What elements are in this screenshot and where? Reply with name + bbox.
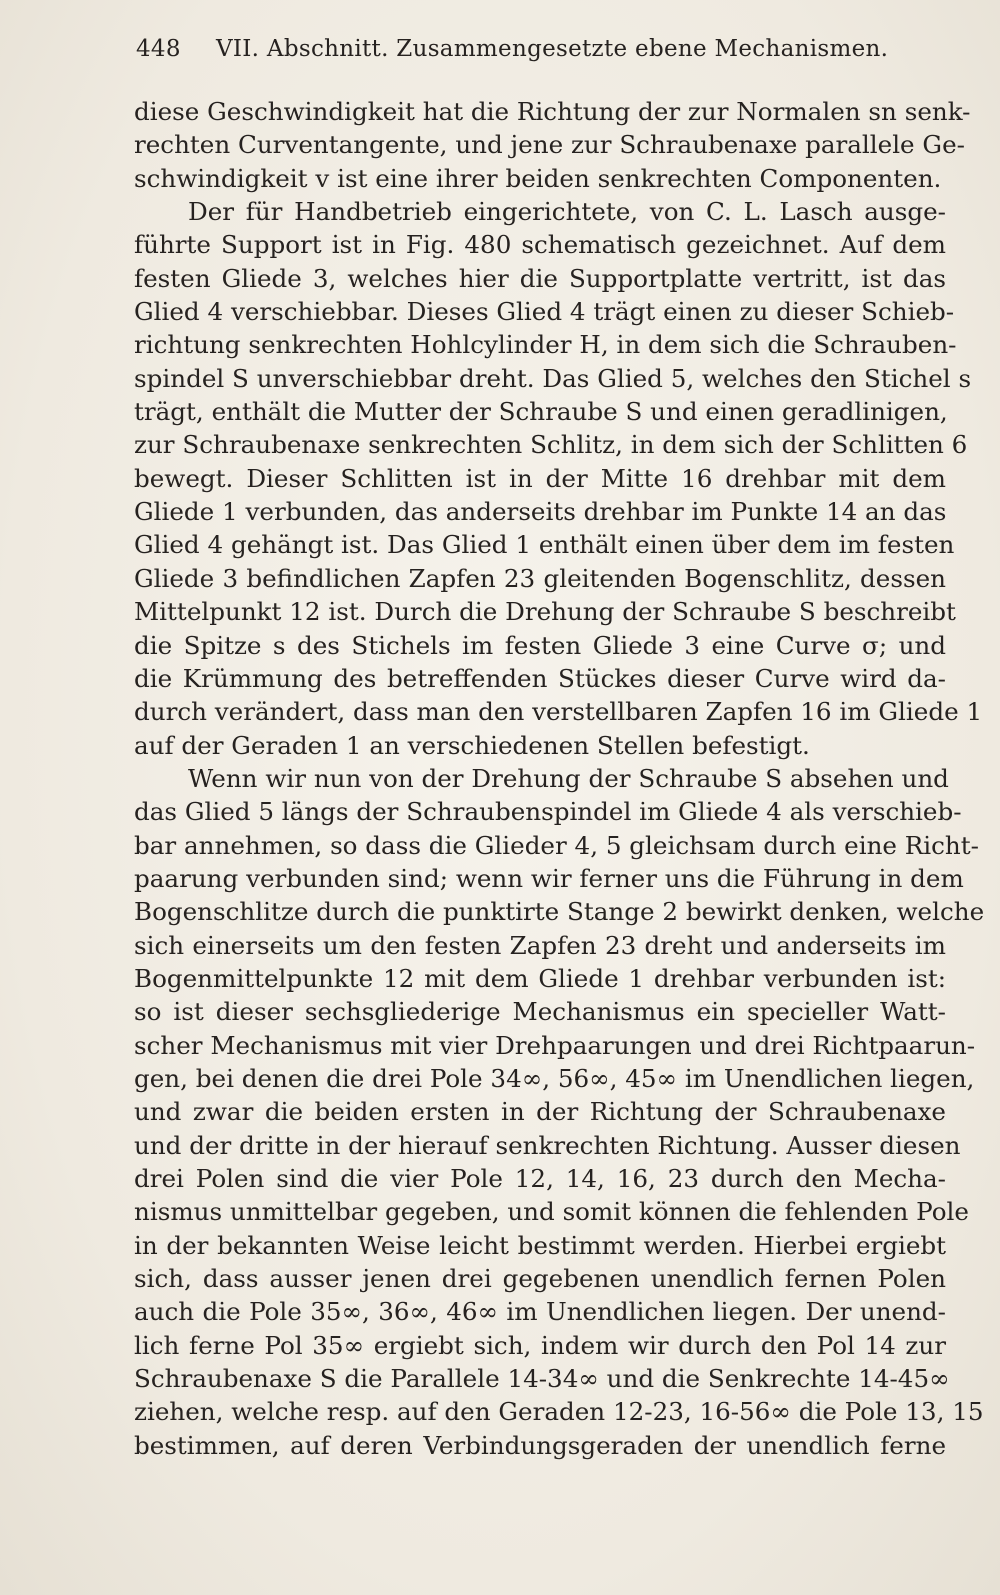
text-line: durch verändert, dass man den verstellbaren Zapfen 16 im Gliede 1 [134, 697, 983, 727]
text-line: so ist dieser sechsgliederige Mechanismus ein specieller Watt- [134, 997, 946, 1027]
text-line: Gliede 3 befindlichen Zapfen 23 gleitenden Bogenschlitz, dessen [134, 563, 946, 593]
text-line: Wenn wir nun von der Drehung der Schraube S absehen und [188, 763, 949, 793]
text-line: die Krümmung des betreffenden Stückes dieser Curve wird da- [134, 663, 946, 693]
text-line: sich, dass ausser jenen drei gegebenen unendlich fernen Polen [134, 1264, 946, 1294]
text-line: lich ferne Pol 35∞ ergiebt sich, indem wir durch den Pol 14 zur [134, 1330, 946, 1360]
text-line: spindel S unverschiebbar dreht. Das Glied 5, welches den Stichel s [134, 363, 972, 393]
text-line: trägt, enthält die Mutter der Schraube S und einen geradlinigen, [134, 397, 948, 427]
text-line: zur Schraubenaxe senkrechten Schlitz, in dem sich der Schlitten 6 [134, 430, 968, 460]
text-line: und zwar die beiden ersten in der Richtung der Schraubenaxe [134, 1097, 946, 1127]
text-line: drei Polen sind die vier Pole 12, 14, 16, 23 durch den Mecha- [134, 1164, 946, 1193]
text-line: nismus unmittelbar gegeben, und somit können die fehlenden Pole [134, 1197, 969, 1227]
text-line: das Glied 5 längs der Schraubenspindel im Gliede 4 als verschieb- [134, 797, 962, 827]
text-line: rechten Curventangente, und jene zur Schraubenaxe parallele Ge- [134, 130, 965, 160]
text-line: führte Support ist in Fig. 480 schematisch gezeichnet. Auf dem [134, 230, 946, 260]
text-line: die Spitze s des Stichels im festen Gliede 3 eine Curve σ; und [134, 630, 946, 660]
text-line: bar annehmen, so dass die Glieder 4, 5 gleichsam durch eine Richt- [134, 830, 979, 860]
text-line: Der für Handbetrieb eingerichtete, von C. L. Lasch ausge- [188, 197, 946, 227]
text-line: bewegt. Dieser Schlitten ist in der Mitte 16 drehbar mit dem [134, 463, 946, 493]
page-number: 448 [136, 36, 181, 62]
text-line: richtung senkrechten Hohlcylinder H, in dem sich die Schrauben- [134, 330, 957, 360]
text-line: Gliede 1 verbunden, das anderseits drehbar im Punkte 14 an das [134, 497, 947, 527]
text-line: Schraubenaxe S die Parallele 14-34∞ und die Senkrechte 14-45∞ [134, 1364, 950, 1394]
text-line: Mittelpunkt 12 ist. Durch die Drehung der Schraube S beschreibt [134, 597, 956, 627]
running-head [136, 36, 936, 62]
text-line: sich einerseits um den festen Zapfen 23 dreht und anderseits im [134, 930, 946, 960]
text-line: festen Gliede 3, welches hier die Supportplatte vertritt, ist das [134, 263, 946, 293]
text-line: schwindigkeit v ist eine ihrer beiden senkrechten Componenten. [134, 163, 942, 193]
text-line: auf der Geraden 1 an verschiedenen Stellen befestigt. [134, 730, 810, 760]
text-line: Bogenmittelpunkte 12 mit dem Gliede 1 drehbar verbunden ist: [134, 963, 946, 993]
text-line: und der dritte in der hierauf senkrechten Richtung. Ausser diesen [134, 1130, 961, 1160]
text-line: ziehen, welche resp. auf den Geraden 12-23, 16-56∞ die Pole 13, 15 [134, 1397, 984, 1427]
text-line: paarung verbunden sind; wenn wir ferner uns die Führung in dem [134, 863, 964, 893]
text-line: bestimmen, auf deren Verbindungsgeraden der unendlich ferne [134, 1430, 946, 1460]
text-line: Glied 4 verschiebbar. Dieses Glied 4 trägt einen zu dieser Schieb- [134, 297, 955, 327]
text-line: Bogenschlitze durch die punktirte Stange 2 bewirkt denken, welche [134, 897, 985, 927]
text-line: Glied 4 gehängt ist. Das Glied 1 enthält einen über dem im festen [134, 530, 955, 560]
text-line: gen, bei denen die drei Pole 34∞, 56∞, 45∞ im Unendlichen liegen, [134, 1063, 975, 1093]
text-line: in der bekannten Weise leicht bestimmt werden. Hierbei ergiebt [134, 1230, 946, 1260]
text-line: auch die Pole 35∞, 36∞, 46∞ im Unendlichen liegen. Der unend- [134, 1297, 946, 1327]
running-head-title: VII. Abschnitt. Zusammengesetzte ebene Mechanismen. [216, 36, 889, 62]
text-line: scher Mechanismus mit vier Drehpaarungen und drei Richtpaarun- [134, 1030, 976, 1060]
body-text [134, 95, 985, 1462]
text-line: diese Geschwindigkeit hat die Richtung der zur Normalen sn senk- [134, 97, 971, 126]
